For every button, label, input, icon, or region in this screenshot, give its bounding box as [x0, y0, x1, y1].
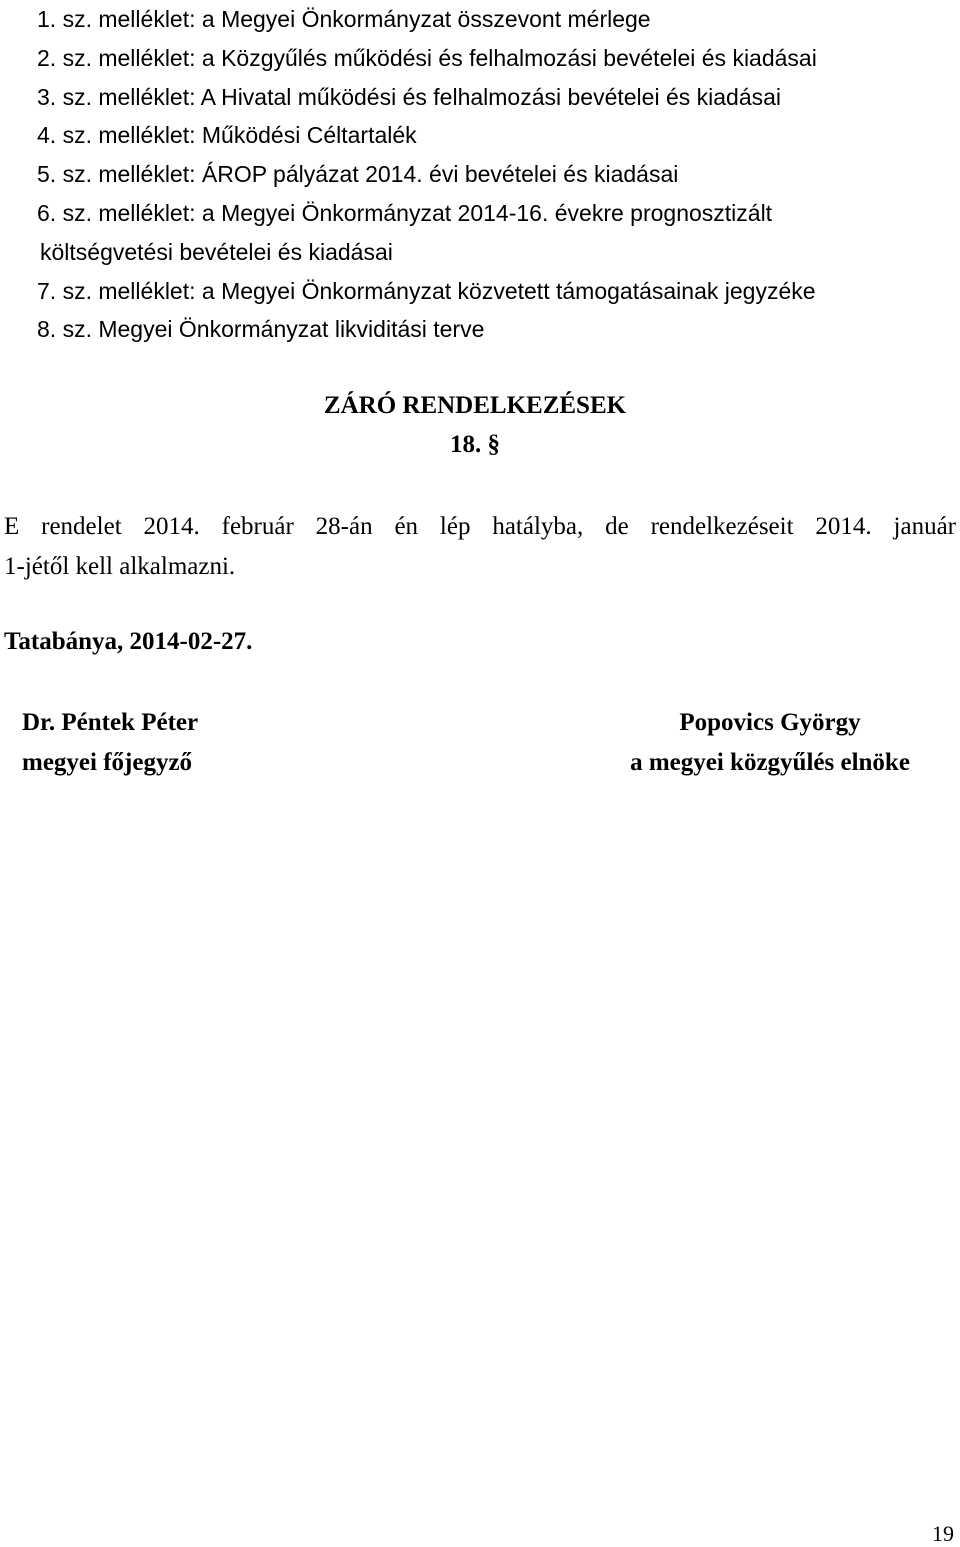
decree-line-1: E rendelet 2014. február 28-án én lép hatályba, de rendelkezéseit 2014. január — [4, 513, 956, 540]
signatory-role: a megyei közgyűlés elnöke — [630, 749, 910, 776]
annex-item-text: 8. sz. Megyei Önkormányzat likviditási terve — [37, 316, 485, 343]
annex-item-4 — [37, 116, 952, 155]
annex-item-text: 3. sz. melléklet: A Hivatal működési és felhalmozási bevételei és kiadásai — [37, 83, 782, 110]
signatory-name: Popovics György — [679, 709, 861, 736]
decree-paragraph — [4, 507, 956, 587]
place-date: Tatabánya, 2014-02-27. — [4, 628, 253, 655]
annex-item-text: 1. sz. melléklet: a Megyei Önkormányzat összevont mérlege — [37, 6, 651, 32]
annex-item-text: 6. sz. melléklet: a Megyei Önkormányzat 2014-16. évekre prognosztizált — [37, 199, 773, 226]
decree-line-2: 1-jétől kell alkalmazni. — [4, 553, 236, 580]
signature-block-left — [22, 703, 242, 783]
annex-item-text: 2. sz. melléklet: a Közgyűlés működési és felhalmozási bevételei és kiadásai — [37, 44, 817, 71]
signatory-name: Dr. Péntek Péter — [22, 709, 199, 736]
closing-provisions-heading: ZÁRÓ RENDELKEZÉSEK — [323, 392, 627, 419]
annex-item-5 — [37, 155, 952, 194]
annex-item-6 — [37, 194, 952, 272]
annex-item-3 — [37, 78, 952, 117]
annex-list — [37, 0, 952, 349]
section-number: 18. § — [450, 431, 500, 458]
signature-block-right — [595, 703, 945, 783]
annex-item-8 — [37, 310, 952, 349]
signatory-role: megyei főjegyző — [22, 749, 193, 776]
annex-item-continuation: költségvetési bevételei és kiadásai — [40, 238, 393, 265]
annex-item-text: 4. sz. melléklet: Működési Céltartalék — [37, 122, 417, 149]
annex-item-2 — [37, 39, 952, 78]
page-number: 19 — [932, 1521, 954, 1546]
annex-item-text: 7. sz. melléklet: a Megyei Önkormányzat közvetett támogatásainak jegyzéke — [37, 277, 816, 304]
annex-item-text: 5. sz. melléklet: ÁROP pályázat 2014. évi bevételei és kiadásai — [37, 161, 679, 188]
annex-item-7 — [37, 272, 952, 311]
annex-item-1 — [37, 0, 952, 39]
